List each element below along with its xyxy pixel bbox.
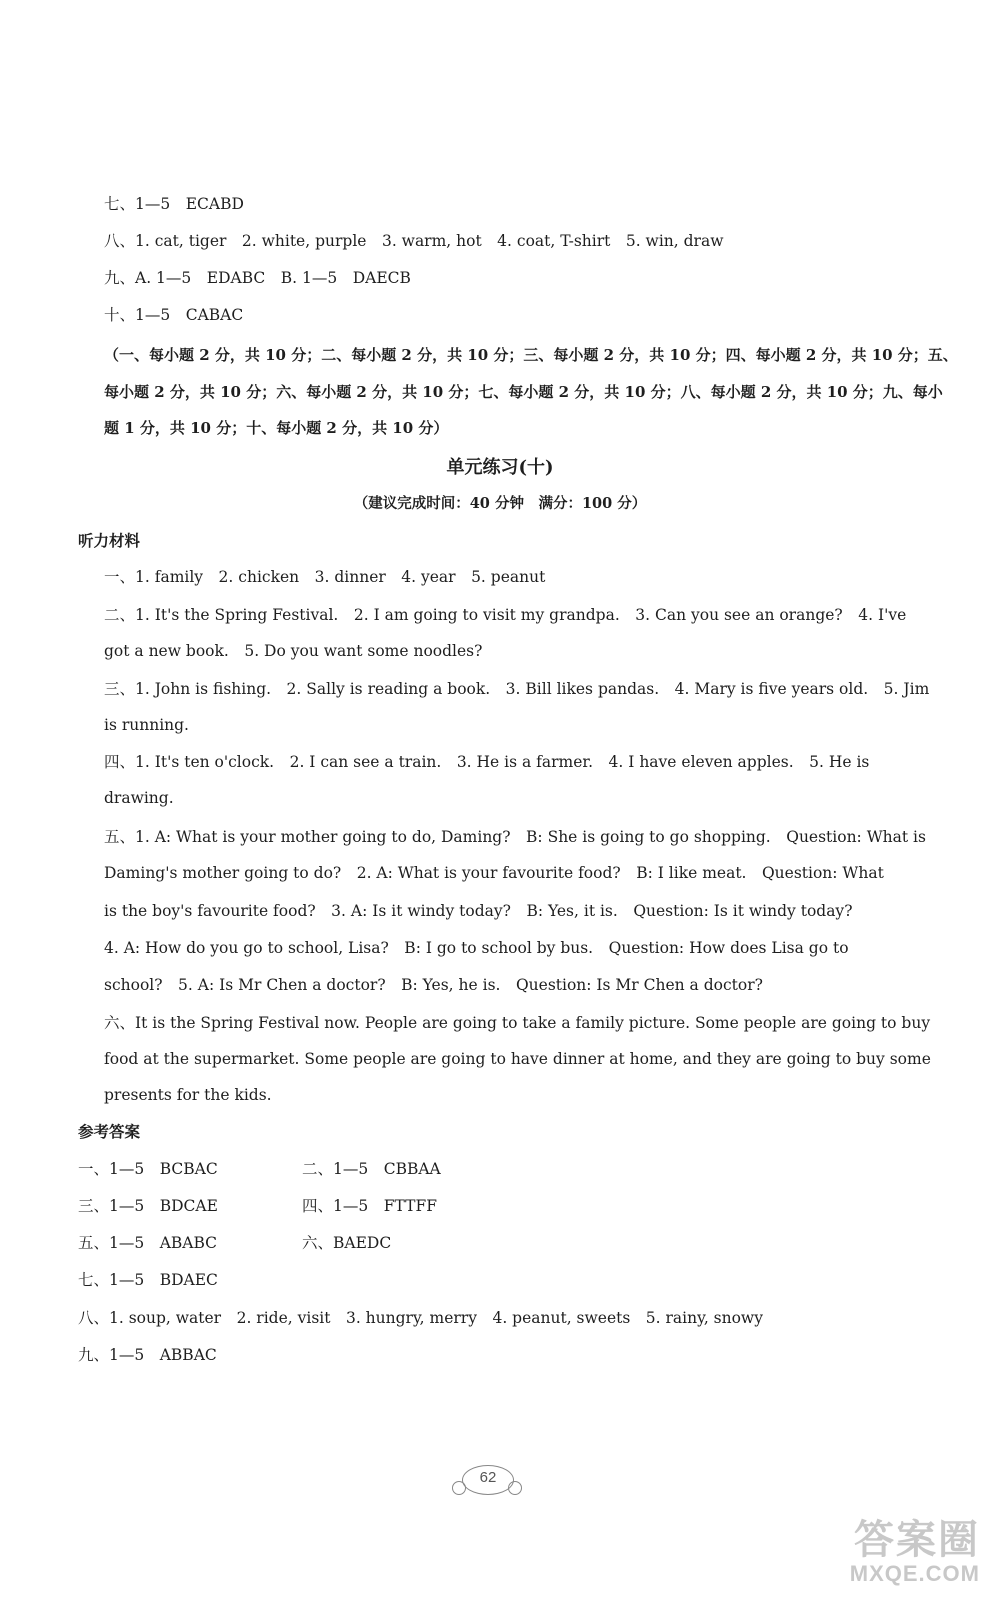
listening-line: is running. [104,716,189,734]
answer-left: 一、1—5 BCBAC [78,1160,218,1178]
answer-left: 三、1—5 BDCAE [78,1197,218,1215]
listening-line: Daming's mother going to do? 2. A: What is your favourite food? B: I like meat. Question: What [104,864,884,882]
unit-subtitle: （建议完成时间：40 分钟 满分：100 分） [353,495,647,512]
answer-line-ba-2: 八、1. soup, water 2. ride, visit 3. hungry, merry 4. peanut, sweets 5. rainy, snowy [78,1309,763,1327]
scoring-note-line: （一、每小题 2 分，共 10 分；二、每小题 2 分，共 10 分；三、每小题 2 分，共 10 分；四、每小题 2 分，共 10 分；五、 [104,346,958,364]
answer-line-qi-2: 七、1—5 BDAEC [78,1271,218,1289]
answer-line-shi: 十、1—5 CABAC [104,306,244,324]
watermark-logo: 答案圈 [854,1518,980,1562]
page-number: 62 [479,1469,497,1486]
listening-line: presents for the kids. [104,1086,272,1104]
listening-line: 五、1. A: What is your mother going to do, Daming? B: She is going to go shopping. Question: What is [104,828,926,846]
listening-line: 一、1. family 2. chicken 3. dinner 4. year 5. peanut [104,568,546,586]
answer-line-jiu: 九、A. 1—5 EDABC B. 1—5 DAECB [104,269,411,287]
listening-line: is the boy's favourite food? 3. A: Is it windy today? B: Yes, it is. Question: Is it windy today? [104,902,853,920]
answer-line-jiu-2: 九、1—5 ABBAC [78,1346,217,1364]
listening-line: 六、It is the Spring Festival now. People are going to take a family picture. Some people are going to buy [104,1014,931,1032]
scoring-note-line: 题 1 分，共 10 分；十、每小题 2 分，共 10 分） [104,419,449,437]
answer-line-ba: 八、1. cat, tiger 2. white, purple 3. warm, hot 4. coat, T-shirt 5. win, draw [104,232,724,250]
listening-line: 二、1. It's the Spring Festival. 2. I am going to visit my grandpa. 3. Can you see an orange? 4. I've [104,606,907,624]
watermark-url: MXQE.COM [849,1561,980,1586]
watermark [850,1518,980,1586]
page-number-badge [452,1465,524,1497]
unit-title: 单元练习(十) [446,457,554,478]
listening-line: 四、1. It's ten o'clock. 2. I can see a train. 3. He is a farmer. 4. I have eleven apples. 5. He is [104,753,870,771]
listening-line: 4. A: How do you go to school, Lisa? B: I go to school by bus. Question: How does Lisa go to [104,939,849,957]
listening-line: got a new book. 5. Do you want some noodles? [104,642,483,660]
scoring-note-line: 每小题 2 分，共 10 分；六、每小题 2 分，共 10 分；七、每小题 2 分，共 10 分；八、每小题 2 分，共 10 分；九、每小 [104,383,943,401]
answers-heading: 参考答案 [78,1122,141,1141]
listening-line: school? 5. A: Is Mr Chen a doctor? B: Yes, he is. Question: Is Mr Chen a doctor? [104,976,763,994]
answer-right: 六、BAEDC [302,1234,392,1252]
answer-right: 二、1—5 CBBAA [302,1160,441,1178]
listening-line: food at the supermarket. Some people are going to have dinner at home, and they are going to buy some [104,1050,931,1068]
listening-line: 三、1. John is fishing. 2. Sally is reading a book. 3. Bill likes pandas. 4. Mary is five years old. 5. Jim [104,680,930,698]
answer-left: 五、1—5 ABABC [78,1234,218,1252]
listening-heading: 听力材料 [78,531,141,550]
listening-line: drawing. [104,789,174,807]
answer-line-qi: 七、1—5 ECABD [104,195,244,213]
answer-right: 四、1—5 FTTFF [302,1197,437,1215]
